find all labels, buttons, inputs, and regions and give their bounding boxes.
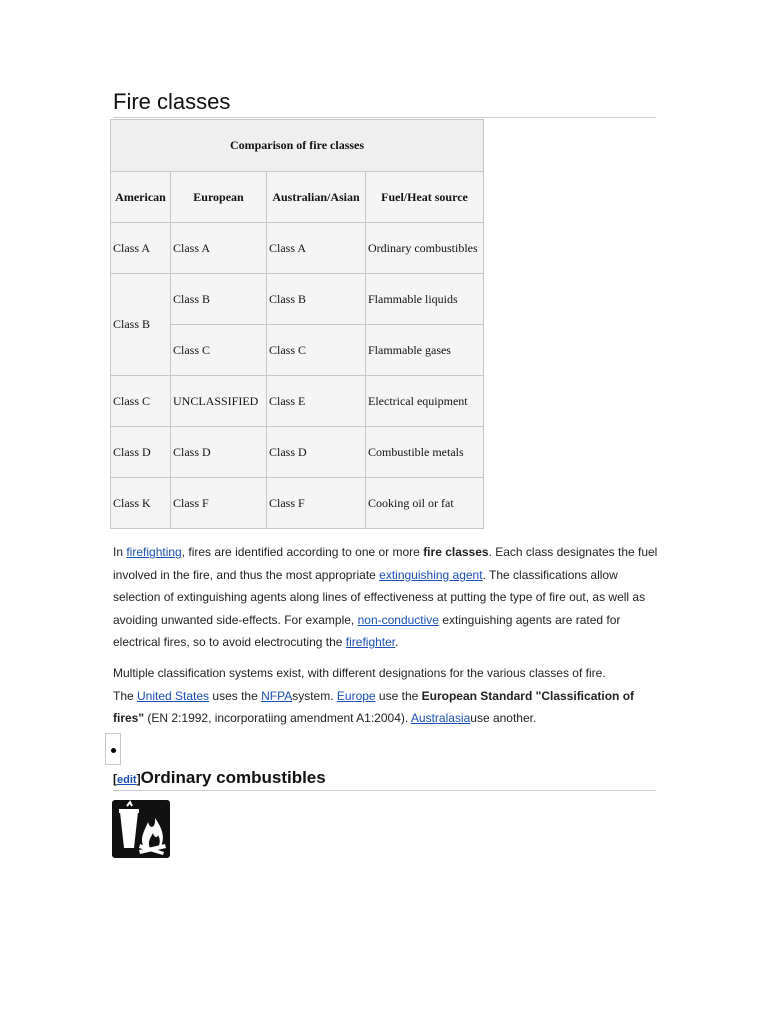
cell-fuel-source: Cooking oil or fat [366, 478, 484, 529]
firefighter-link[interactable]: firefighter [345, 635, 396, 649]
toc-bullet-box [105, 733, 121, 765]
cell-fuel-source: Electrical equipment [366, 376, 484, 427]
european-standard-term: European Standard "Classification of fires" [113, 688, 635, 725]
table-row [111, 376, 484, 427]
cell-australian: Class E [267, 376, 366, 427]
cell-fuel-source: Flammable gases [366, 325, 484, 376]
table-row [111, 427, 484, 478]
fire-classes-term: fire classes [423, 545, 489, 559]
classification-paragraph [113, 662, 658, 730]
cell-european: Class D [171, 427, 267, 478]
table-row [111, 274, 484, 325]
text: Multiple classification systems exist, with different designations for the various classes of fire. [113, 666, 606, 680]
cell-australian: Class A [267, 223, 366, 274]
header-european: European [171, 172, 267, 223]
text: extinguishing agents are rated for electrical fires, so to avoid electrocuting the [113, 612, 621, 649]
header-american: American [111, 172, 171, 223]
text: In [113, 545, 127, 559]
firefighting-link[interactable]: firefighting [126, 545, 182, 559]
text: system. [292, 688, 337, 703]
text: (EN 2:1992, incorporatiing amendment A1:2004). [144, 711, 411, 725]
cell-european: UNCLASSIFIED [171, 376, 267, 427]
text: use another. [470, 711, 537, 725]
non-conductive-link[interactable]: non-conductive [357, 612, 439, 627]
bullet-icon [111, 748, 116, 753]
cell-fuel-source: Ordinary combustibles [366, 223, 484, 274]
text: . The classifications allow selection of extinguishing agents along lines of effectiveness at putting the type of fire out, as well as avoiding unwanted side-effects. For example, [113, 567, 646, 627]
text: . Each class designates the fuel involved in the fire, and thus the most appropriate [113, 545, 658, 582]
cell-australian: Class D [267, 427, 366, 478]
page-title: Fire classes [113, 89, 656, 118]
cell-american: Class B [111, 274, 171, 376]
section-title: Ordinary combustibles [140, 768, 326, 787]
cell-australian: Class B [267, 274, 366, 325]
section-heading [113, 768, 656, 791]
table-row [111, 478, 484, 529]
nfpa-link[interactable]: NFPA [261, 688, 293, 703]
fire-class-a-icon [112, 800, 170, 858]
europe-link[interactable]: Europe [336, 688, 376, 703]
cell-european: Class C [171, 325, 267, 376]
text: . [395, 635, 399, 649]
text: The [113, 688, 138, 703]
cell-european: Class A [171, 223, 267, 274]
fire-class-a-pictogram [112, 800, 170, 858]
cell-american: Class D [111, 427, 171, 478]
united-states-link[interactable]: United States [137, 688, 210, 703]
cell-american: Class K [111, 478, 171, 529]
cell-european: Class F [171, 478, 267, 529]
text: , fires are identified according to one or more [181, 545, 424, 559]
table-row [111, 223, 484, 274]
cell-australian: Class F [267, 478, 366, 529]
table-caption: Comparison of fire classes [110, 119, 484, 171]
header-australian-asian: Australian/Asian [267, 172, 366, 223]
cell-american: Class C [111, 376, 171, 427]
fire-classes-table [110, 119, 484, 529]
australasia-link[interactable]: Australasia [410, 711, 471, 725]
header-fuel-heat-source: Fuel/Heat source [366, 172, 484, 223]
table-header-row [111, 172, 484, 223]
cell-fuel-source: Combustible metals [366, 427, 484, 478]
text: use the [375, 688, 422, 703]
cell-fuel-source: Flammable liquids [366, 274, 484, 325]
cell-australian: Class C [267, 325, 366, 376]
cell-european: Class B [171, 274, 267, 325]
intro-paragraph [113, 541, 658, 654]
edit-section-bracket: [edit] [113, 772, 141, 786]
edit-section-link[interactable]: edit [117, 774, 137, 786]
text: uses the [209, 688, 262, 703]
cell-american: Class A [111, 223, 171, 274]
extinguishing-agent-link[interactable]: extinguishing agent [379, 567, 483, 582]
